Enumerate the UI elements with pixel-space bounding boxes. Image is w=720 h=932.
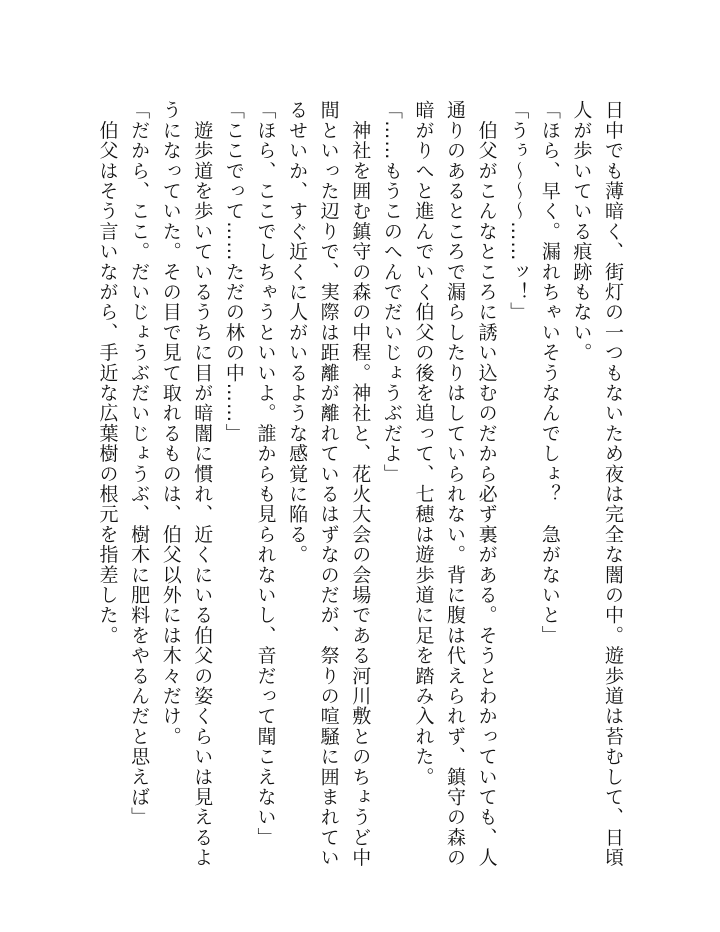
paragraph-line-9: 遊歩道を歩いているうちに目が暗闇に慣れ、近くにいる伯父の姿くらいは見えるようになっていた。その目で見て取れるものは、伯父以外には木々だけ。 [159, 100, 214, 868]
paragraph-line-1: 日中でも薄暗く、街灯の一つもないため夜は完全な闇の中。遊歩道は苔むして、日頃人が歩いている痕跡もない。 [570, 100, 624, 868]
paragraph-line-11: 伯父はそう言いながら、手近な広葉樹の根元を指差した。 [96, 100, 119, 646]
paragraph-line-7: 「ほら、ここでしちゃうといいよ。誰からも見られないし、音だって聞こえない」 [254, 100, 277, 848]
paragraph-line-6: 神社を囲む鎮守の森の中程。神社と、花火大会の会場である河川敷とのちょうど中間といった辺りで、実際は距離が離れているはずなのだが、祭りの喧騒に囲まれているせいか、すぐ近くに人がいるような感覚に陥る。 [286, 100, 372, 868]
paragraph-line-5: 「……もうこのへんでだいじょうぶだよ」 [380, 100, 403, 484]
paragraph-line-8: 「ここでって……ただの林の中……」 [222, 100, 245, 444]
paragraph-line-3: 「うぅ～～～……ッ！」 [507, 100, 530, 323]
paragraph-line-10: 「だから、ここ。だいじょうぶだいじょうぶ、樹木に肥料をやるんだと思えば」 [128, 100, 151, 828]
paragraph-line-2: 「ほら、早く。漏れちゃいそうなんでしょ？ 急がないと」 [538, 100, 561, 646]
paragraph-line-4: 伯父がこんなところに誘い込むのだから必ず裏がある。そうとわかっていても、人通りのあるところで漏らしたりはしていられない。背に腹は代えられず、鎮守の森の暗がりへと進んでいく伯父の後を追って、七穂は遊歩道に足を踏み入れた。 [412, 100, 498, 868]
vertical-text-body [68, 100, 628, 870]
